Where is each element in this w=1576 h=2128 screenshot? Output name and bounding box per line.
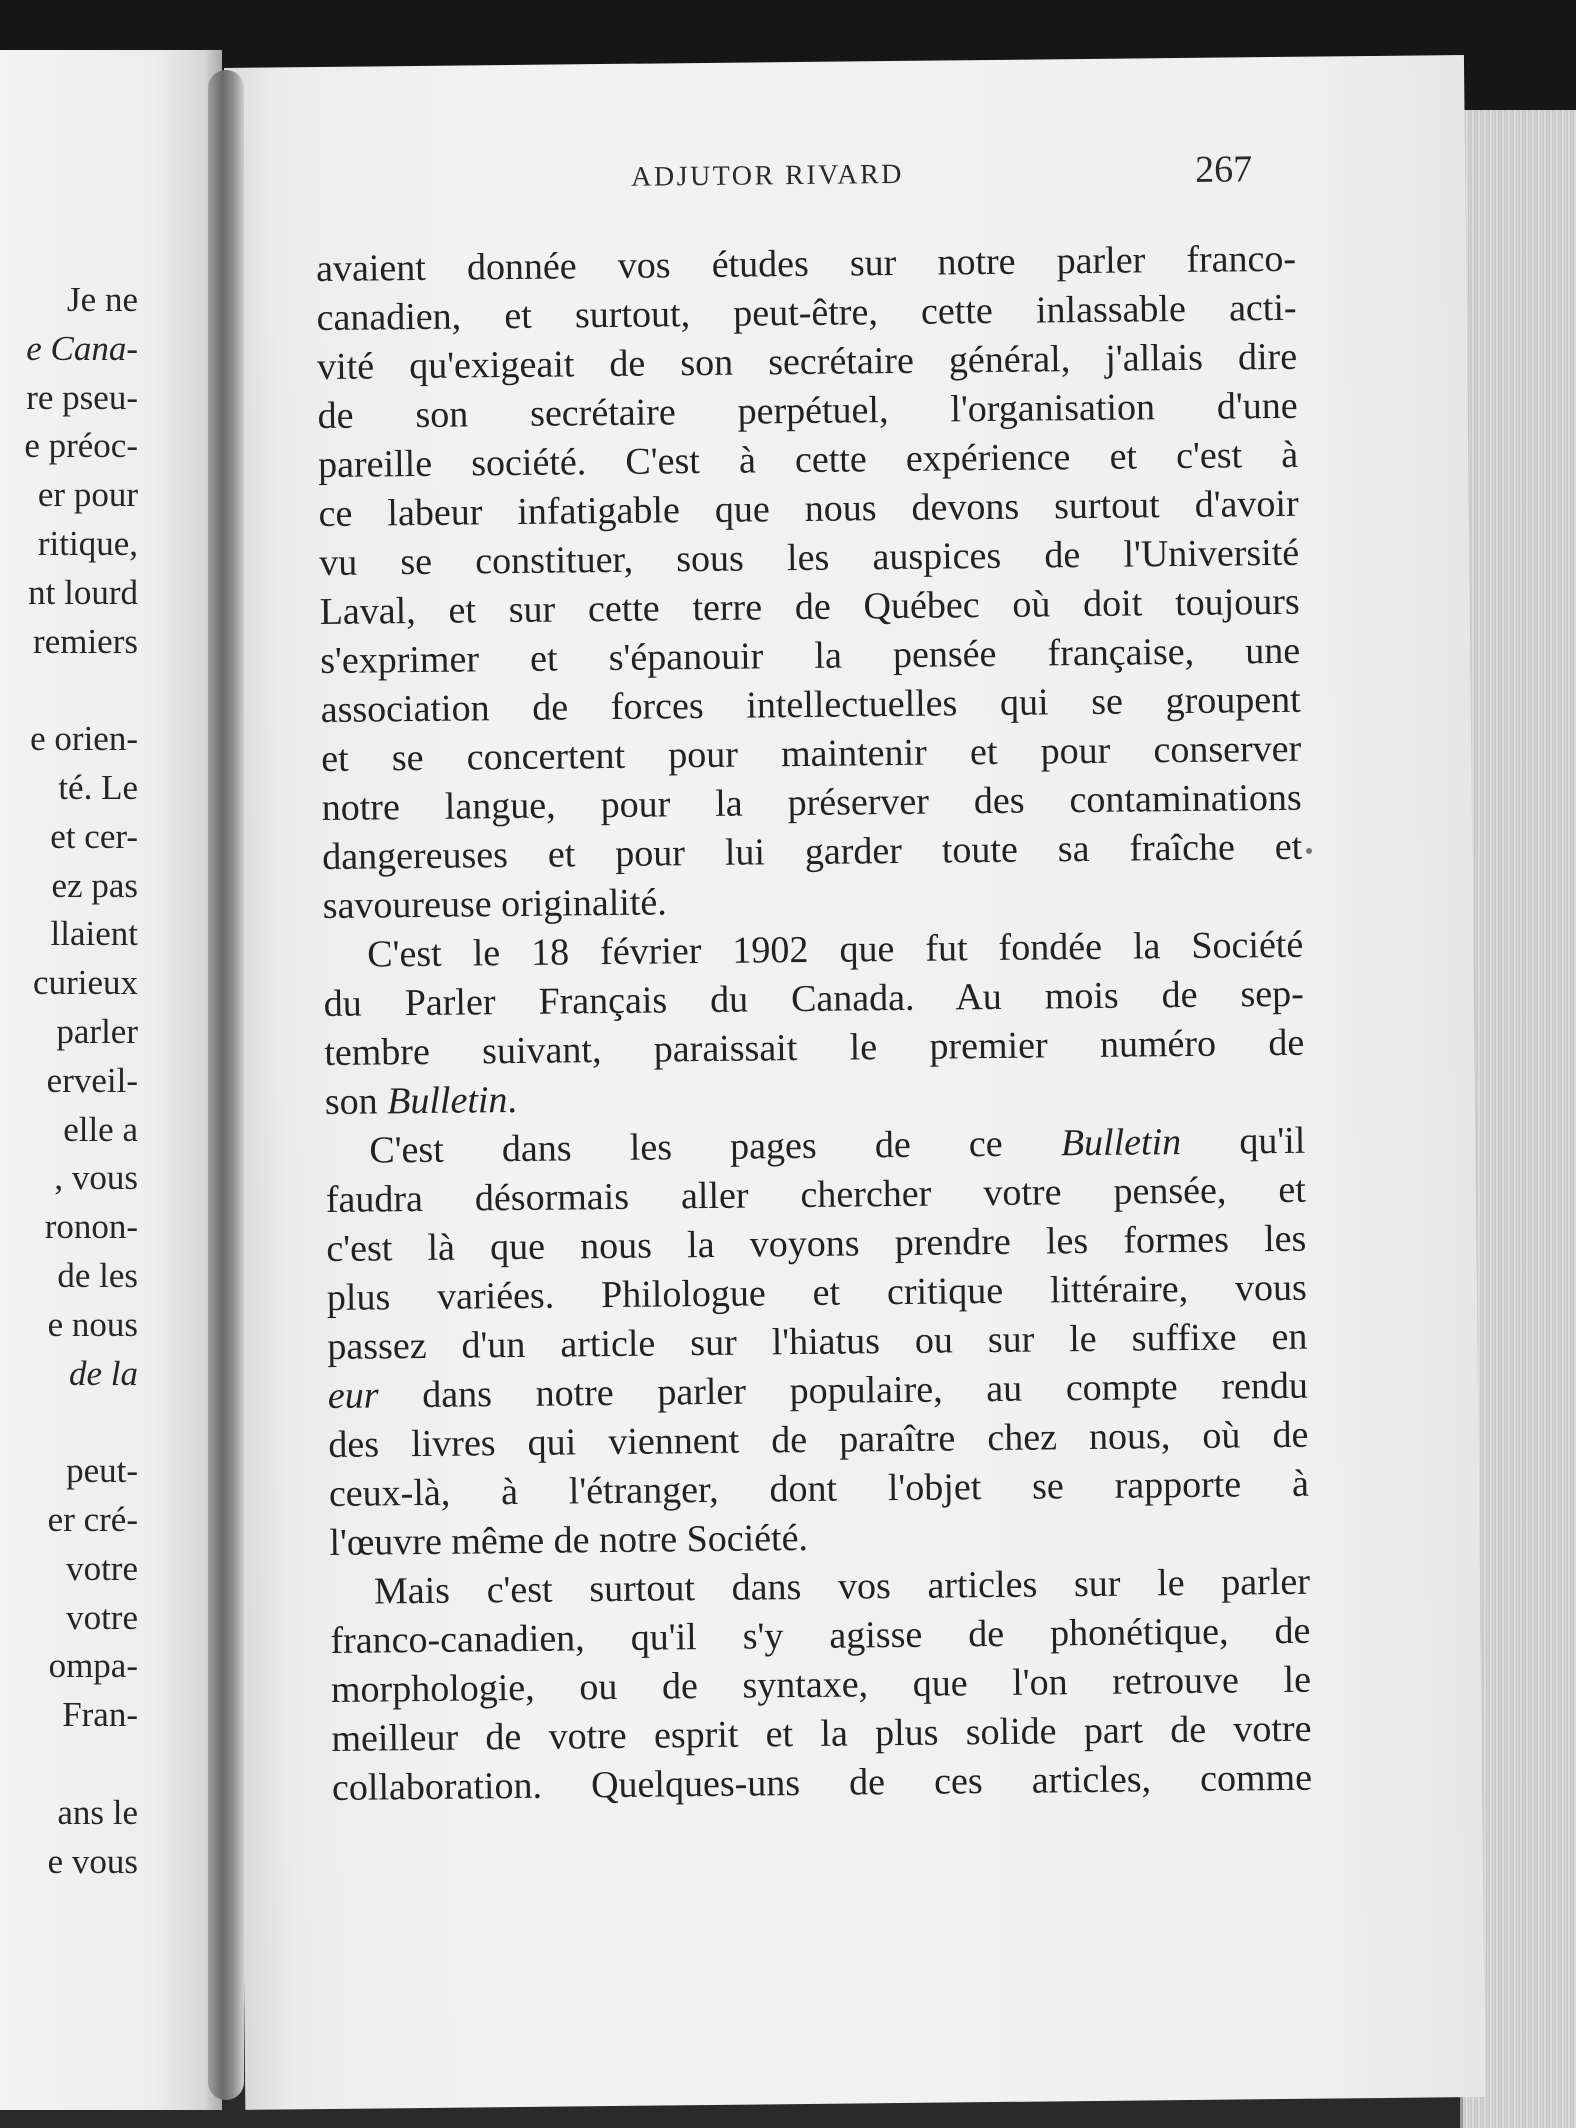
text-line: c'est là que nous la voyons prendre les formes les: [326, 1217, 1307, 1270]
print-speck: [1306, 848, 1312, 854]
left-line: Je ne: [67, 280, 138, 319]
left-line: re pseu-: [26, 377, 138, 417]
text-line: morphologie, ou de syntaxe, que l'on retrouve le: [330, 1658, 1312, 1711]
left-line: ronon-: [44, 1207, 138, 1247]
text-line: eur dans notre parler populaire, au compte rendu: [327, 1364, 1309, 1417]
text-line: faudra désormais aller chercher votre pensée, et: [325, 1168, 1307, 1221]
text-line: vu se constituer, sous les auspices de l'Université: [318, 531, 1300, 585]
left-line: e vous: [47, 1841, 138, 1881]
text-line: C'est le 18 février 1902 que fut fondée la Société: [367, 923, 1304, 976]
left-line: té. Le: [58, 767, 138, 807]
body-text: [316, 235, 1312, 1813]
left-line: remiers: [33, 621, 138, 661]
text-line: C'est dans les pages de ce Bulletin qu'il: [369, 1119, 1306, 1172]
left-line-gap: [0, 1740, 138, 1789]
text-line: l'œuvre même de notre Société.: [329, 1516, 809, 1564]
book-gutter: [208, 70, 244, 2100]
left-line: de la: [68, 1353, 138, 1393]
left-line: e Cana-: [26, 328, 138, 368]
text-line: avaient donnée vos études sur notre parler franco-: [315, 237, 1297, 291]
text-line: s'exprimer et s'épanouir la pensée française, une: [319, 629, 1301, 683]
text-line: et se concertent pour maintenir et pour conserver: [321, 727, 1302, 781]
text-line: plus variées. Philologue et critique littéraire, vous: [326, 1266, 1308, 1319]
left-line: llaient: [50, 914, 138, 954]
text-line: notre langue, pour la préserver des contaminations: [321, 776, 1302, 830]
text-line: Laval, et sur cette terre de Québec où doit toujours: [319, 580, 1300, 634]
text-line: savoureuse originalité.: [322, 881, 667, 928]
left-line: e nous: [47, 1304, 138, 1344]
text-line: Mais c'est surtout dans vos articles sur le parler: [373, 1560, 1311, 1613]
left-line-gap: [0, 1398, 138, 1447]
left-line: ompa-: [48, 1646, 138, 1686]
left-line: e préoc-: [24, 426, 138, 466]
left-line: er cré-: [47, 1499, 138, 1539]
text-line: collaboration. Quelques-uns de ces articles, comme: [331, 1756, 1313, 1809]
left-line: erveil-: [46, 1060, 138, 1100]
running-head: ADJUTOR RIVARD: [631, 158, 905, 193]
text-line: tembre suivant, paraissait le premier numéro de: [324, 1021, 1305, 1075]
left-line: parler: [56, 1011, 138, 1051]
left-line: elle a: [63, 1109, 138, 1149]
left-line: votre: [66, 1597, 138, 1637]
left-page-text: [0, 276, 138, 1886]
left-line: peut-: [66, 1451, 138, 1491]
text-line: vité qu'exigeait de son secrétaire général, j'allais dire: [316, 335, 1298, 389]
left-line: et cer-: [50, 816, 138, 856]
left-line: er pour: [37, 475, 138, 515]
text-line: passez d'un article sur l'hiatus ou sur le suffixe en: [327, 1315, 1308, 1368]
text-line: canadien, et surtout, peut-être, cette inlassable acti-: [316, 286, 1297, 340]
left-line-gap: [0, 666, 138, 715]
left-line: Fran-: [62, 1695, 138, 1735]
left-line: ez pas: [51, 865, 138, 905]
page-number: 267: [1194, 148, 1253, 191]
left-line: ans le: [57, 1792, 138, 1832]
text-line: ceux-là, à l'étranger, dont l'objet se rapporte à: [328, 1462, 1310, 1515]
left-line: nt lourd: [28, 572, 138, 612]
left-page: [0, 50, 222, 2110]
text-line: association de forces intellectuelles qui se groupent: [320, 678, 1301, 732]
text-line: meilleur de votre esprit et la plus solide part de votre: [331, 1707, 1312, 1760]
right-page: [224, 55, 1485, 2110]
left-line: e orien-: [30, 719, 138, 759]
text-line: franco-canadien, qu'il s'y agisse de phonétique, de: [330, 1609, 1311, 1662]
left-line: de les: [57, 1255, 138, 1295]
text-line: dangereuses et pour lui garder toute sa fraîche et: [322, 825, 1303, 879]
left-line: , vous: [54, 1158, 138, 1198]
text-line: des livres qui viennent de paraître chez nous, où de: [328, 1413, 1309, 1466]
text-line: de son secrétaire perpétuel, l'organisation d'une: [317, 384, 1298, 438]
left-line: curieux: [33, 963, 138, 1003]
left-line: votre: [66, 1548, 138, 1588]
text-line: son Bulletin.: [324, 1078, 518, 1123]
text-line: du Parler Français du Canada. Au mois de sep-: [323, 972, 1304, 1026]
text-line: pareille société. C'est à cette expérience et c'est à: [317, 433, 1299, 487]
text-line: ce labeur infatigable que nous devons surtout d'avoir: [318, 482, 1299, 536]
left-line: ritique,: [37, 523, 138, 563]
